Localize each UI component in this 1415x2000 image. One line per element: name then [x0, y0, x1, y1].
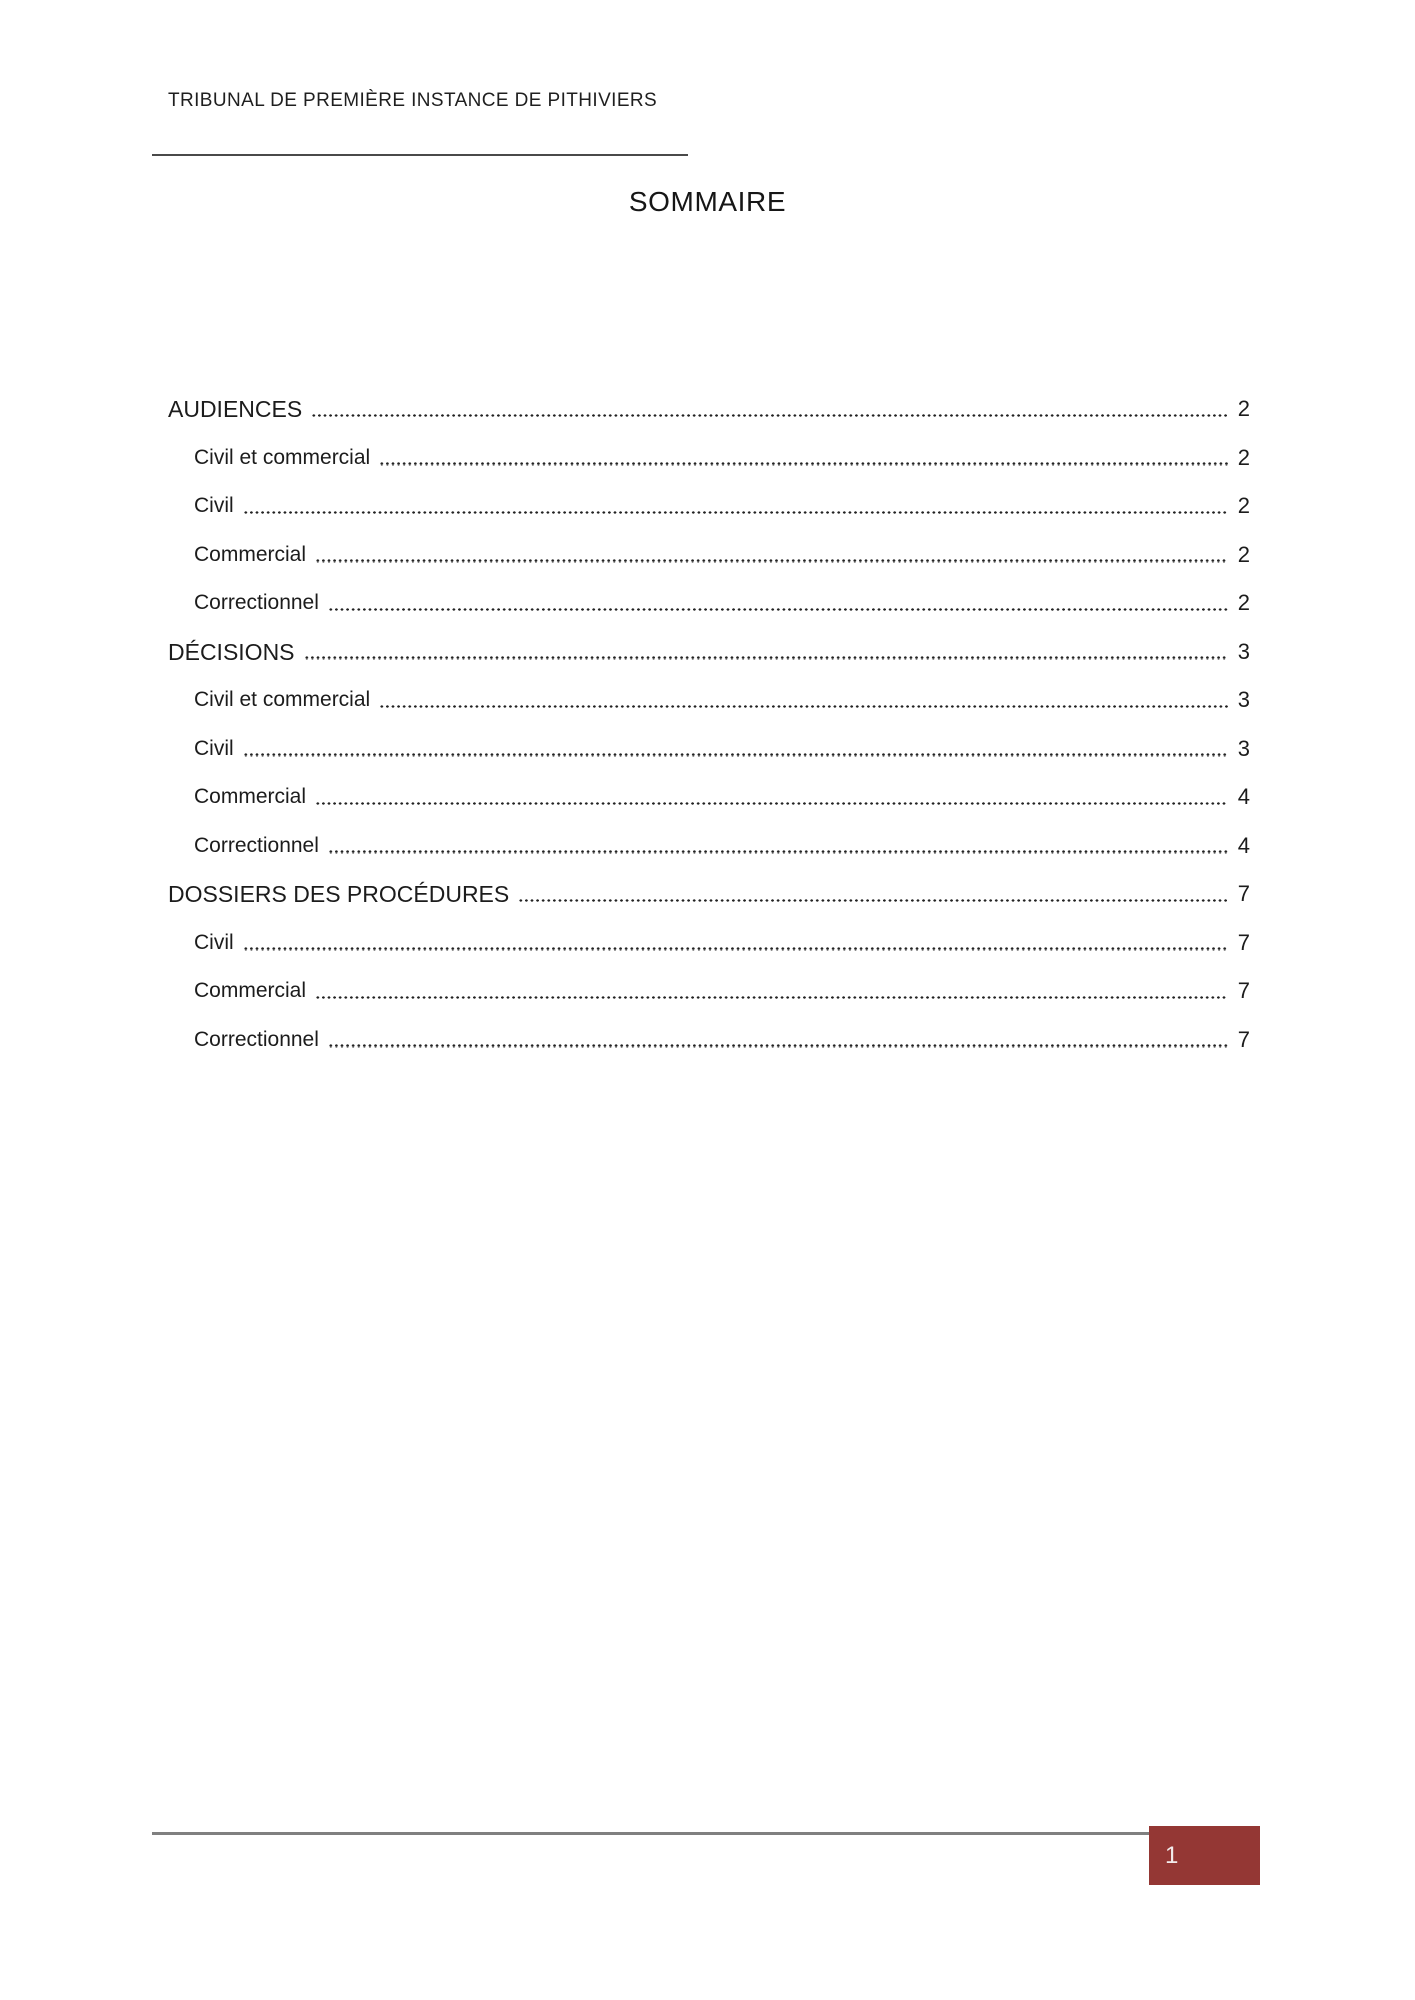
toc-entry[interactable]	[168, 879, 1250, 909]
toc-entry-label: Civil	[194, 494, 234, 517]
dot-leader	[243, 511, 1228, 514]
toc-entry-label: DÉCISIONS	[168, 638, 295, 665]
toc-entry[interactable]	[168, 734, 1250, 764]
toc-entry-label: AUDIENCES	[168, 396, 303, 422]
page-title: SOMMAIRE	[628, 186, 787, 217]
toc-entry-label: Commercial	[194, 979, 307, 1002]
toc-entry-page-number: 2	[1237, 444, 1250, 470]
dot-leader	[379, 705, 1228, 708]
toc-entry-label: Civil	[194, 736, 234, 760]
dot-leader	[315, 996, 1228, 999]
toc-entry-label: Civil	[194, 930, 234, 954]
dot-leader	[518, 899, 1228, 902]
page-number-badge: 1	[1149, 1826, 1260, 1885]
footer-rule	[152, 1832, 1149, 1835]
toc-entry[interactable]	[168, 443, 1250, 473]
header-rule	[152, 154, 688, 156]
toc-entry-label: Correctionnel	[194, 591, 319, 614]
dot-leader	[243, 947, 1228, 950]
dot-leader	[243, 753, 1228, 756]
toc-entry-page-number: 3	[1237, 735, 1250, 761]
table-of-contents	[168, 394, 1250, 1073]
toc-entry[interactable]	[168, 782, 1250, 812]
toc-entry-page-number: 7	[1237, 978, 1250, 1003]
toc-entry[interactable]	[168, 685, 1250, 715]
dot-leader	[304, 656, 1228, 659]
dot-leader	[328, 850, 1228, 853]
dot-leader	[315, 802, 1228, 805]
dot-leader	[328, 1044, 1228, 1047]
toc-entry-label: Correctionnel	[194, 833, 319, 857]
toc-entry[interactable]	[168, 394, 1250, 424]
toc-entry[interactable]	[168, 976, 1250, 1006]
toc-entry[interactable]	[168, 831, 1250, 861]
toc-entry-page-number: 4	[1237, 832, 1250, 858]
toc-entry[interactable]	[168, 588, 1250, 618]
toc-entry-page-number: 3	[1237, 687, 1250, 712]
dot-leader	[311, 414, 1228, 417]
toc-entry[interactable]	[168, 491, 1250, 521]
toc-entry-page-number: 2	[1237, 590, 1250, 615]
dot-leader	[379, 462, 1228, 465]
toc-entry-page-number: 4	[1237, 784, 1250, 809]
dot-leader	[328, 608, 1228, 611]
toc-entry[interactable]	[168, 637, 1250, 667]
toc-entry-label: Commercial	[194, 542, 307, 566]
document-header-title: TRIBUNAL DE PREMIÈRE INSTANCE DE PITHIVIERS	[168, 90, 658, 111]
toc-entry[interactable]	[168, 928, 1250, 958]
toc-entry-page-number: 2	[1237, 541, 1250, 567]
toc-entry[interactable]	[168, 540, 1250, 570]
toc-entry-page-number: 7	[1237, 881, 1250, 906]
toc-entry-page-number: 7	[1237, 1026, 1250, 1052]
toc-entry-page-number: 2	[1237, 396, 1250, 421]
toc-entry-page-number: 3	[1237, 638, 1250, 664]
toc-entry-label: Civil et commercial	[194, 688, 371, 711]
toc-entry-page-number: 2	[1237, 493, 1250, 518]
toc-entry-label: Commercial	[194, 785, 307, 808]
toc-entry-label: DOSSIERS DES PROCÉDURES	[168, 881, 510, 907]
toc-entry-label: Civil et commercial	[194, 445, 371, 469]
toc-entry[interactable]	[168, 1025, 1250, 1055]
toc-entry-page-number: 7	[1237, 929, 1250, 955]
dot-leader	[315, 559, 1228, 562]
toc-entry-label: Correctionnel	[194, 1027, 319, 1051]
